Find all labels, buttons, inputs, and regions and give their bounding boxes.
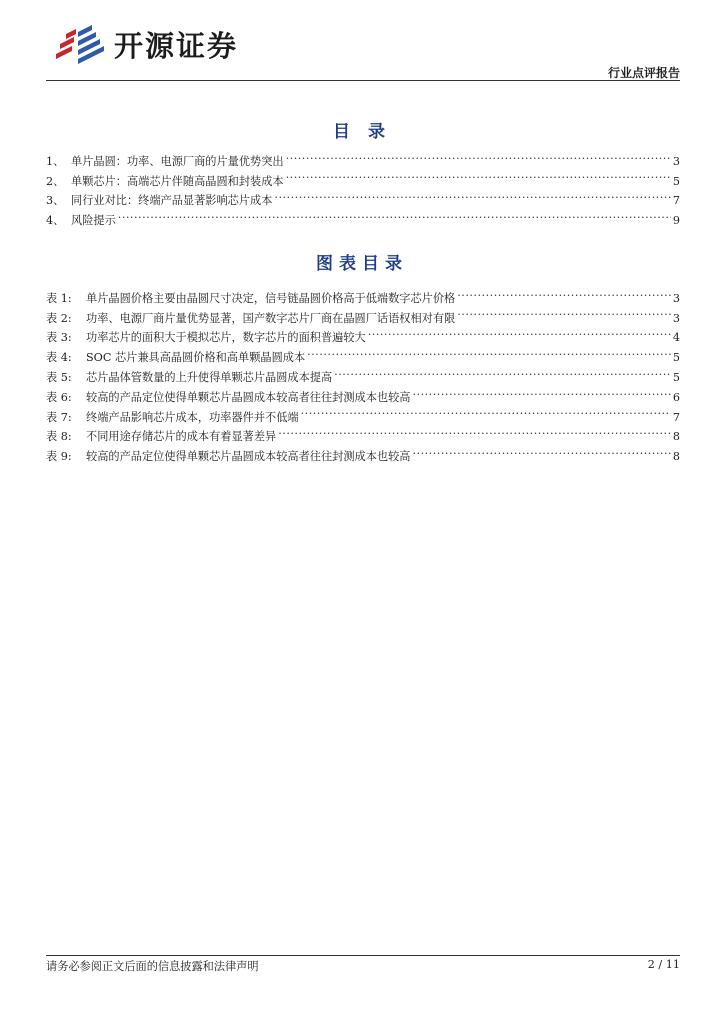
toc-leader-dots: [286, 145, 671, 165]
figure-entry-number: 表 7:: [46, 410, 72, 424]
brand-logo: [52, 22, 238, 66]
figure-entry-title: SOC 芯片兼具高晶圆价格和高单颗晶圆成本: [86, 351, 306, 365]
figure-entry-number: 表 8:: [46, 430, 72, 444]
toc-leader-dots: [118, 204, 671, 224]
toc-leader-dots: [278, 421, 671, 441]
figure-entry-page: 3: [672, 291, 680, 305]
figure-entry[interactable]: [46, 282, 680, 305]
figure-entry-title: 功率、电源厂商片量优势显著，国产数字芯片厂商在晶圆厂话语权相对有限: [86, 311, 456, 325]
footer-divider: [46, 955, 680, 956]
toc-leader-dots: [274, 185, 670, 205]
figures-list: [46, 282, 680, 464]
header-divider: [46, 80, 680, 81]
figure-entry-page: 8: [672, 430, 680, 444]
page-indicator: 2 / 11: [647, 958, 680, 971]
figure-entry-page: 5: [672, 351, 680, 365]
figures-title: 图表目录: [316, 254, 408, 274]
figure-entry-number: 表 3:: [46, 331, 72, 345]
toc-leader-dots: [457, 282, 671, 302]
contents-title: 目 录: [333, 122, 391, 142]
report-type-label: 行业点评报告: [607, 66, 680, 80]
figure-entry-title: 较高的产品定位使得单颗芯片晶圆成本较高者往往封测成本也较高: [86, 390, 411, 404]
figure-entry-page: 6: [672, 390, 680, 404]
toc-entry-number: 3、: [46, 194, 65, 208]
figure-entry-page: 7: [672, 410, 680, 424]
toc-entry-number: 2、: [46, 174, 65, 188]
toc-leader-dots: [368, 322, 671, 342]
toc-entry-title: 单片晶圆：功率、电源厂商的片量优势突出: [71, 154, 284, 168]
toc-leader-dots: [457, 302, 671, 322]
figure-entry-title: 单片晶圆价格主要由晶圆尺寸决定，信号链晶圆价格高于低端数字芯片价格: [86, 291, 456, 305]
figure-entry-title: 终端产品影响芯片成本，功率器件并不低端: [86, 410, 299, 424]
toc-entry-page: 5: [672, 174, 680, 188]
toc-leader-dots: [301, 401, 671, 421]
toc-leader-dots: [334, 361, 671, 381]
figure-entry-number: 表 5:: [46, 370, 72, 384]
toc-leader-dots: [307, 341, 671, 361]
toc-entry[interactable]: [46, 145, 680, 168]
toc-entry-title: 风险提示: [71, 214, 116, 228]
disclaimer-text: 请务必参阅正文后面的信息披露和法律声明: [46, 960, 259, 973]
figure-entry-number: 表 9:: [46, 450, 72, 464]
figure-entry-page: 4: [672, 331, 680, 345]
figure-entry-title: 不同用途存储芯片的成本有着显著差异: [86, 430, 277, 444]
figure-entry-number: 表 6:: [46, 390, 72, 404]
figure-entry-page: 5: [672, 370, 680, 384]
toc-leader-dots: [412, 381, 670, 401]
brand-name: 开源证券: [114, 28, 239, 63]
toc-entry-page: 3: [672, 154, 680, 168]
figure-entry-title: 较高的产品定位使得单颗芯片晶圆成本较高者往往封测成本也较高: [86, 450, 411, 464]
toc-leader-dots: [412, 440, 670, 460]
toc-entry-number: 4、: [46, 214, 65, 228]
toc-entry-number: 1、: [46, 154, 65, 168]
toc-entry-page: 9: [672, 214, 680, 228]
figure-entry-title: 芯片晶体管数量的上升使得单颗芯片晶圆成本提高: [86, 370, 333, 384]
figure-entry-number: 表 4:: [46, 351, 72, 365]
figure-entry-number: 表 1:: [46, 291, 72, 305]
figure-entry-page: 3: [672, 311, 680, 325]
toc-entry-title: 单颗芯片：高端芯片伴随高晶圆和封装成本: [71, 174, 284, 188]
toc-entry[interactable]: [46, 204, 680, 228]
figure-entry-number: 表 2:: [46, 311, 72, 325]
contents-list: [46, 145, 680, 228]
figure-entry-title: 功率芯片的面积大于模拟芯片，数字芯片的面积普遍较大: [86, 331, 366, 345]
logo-mark-icon: [52, 24, 108, 64]
toc-entry-title: 同行业对比：终端产品显著影响芯片成本: [71, 194, 273, 208]
toc-leader-dots: [286, 165, 671, 185]
toc-entry-page: 7: [672, 194, 680, 208]
figure-entry-page: 8: [672, 450, 680, 464]
